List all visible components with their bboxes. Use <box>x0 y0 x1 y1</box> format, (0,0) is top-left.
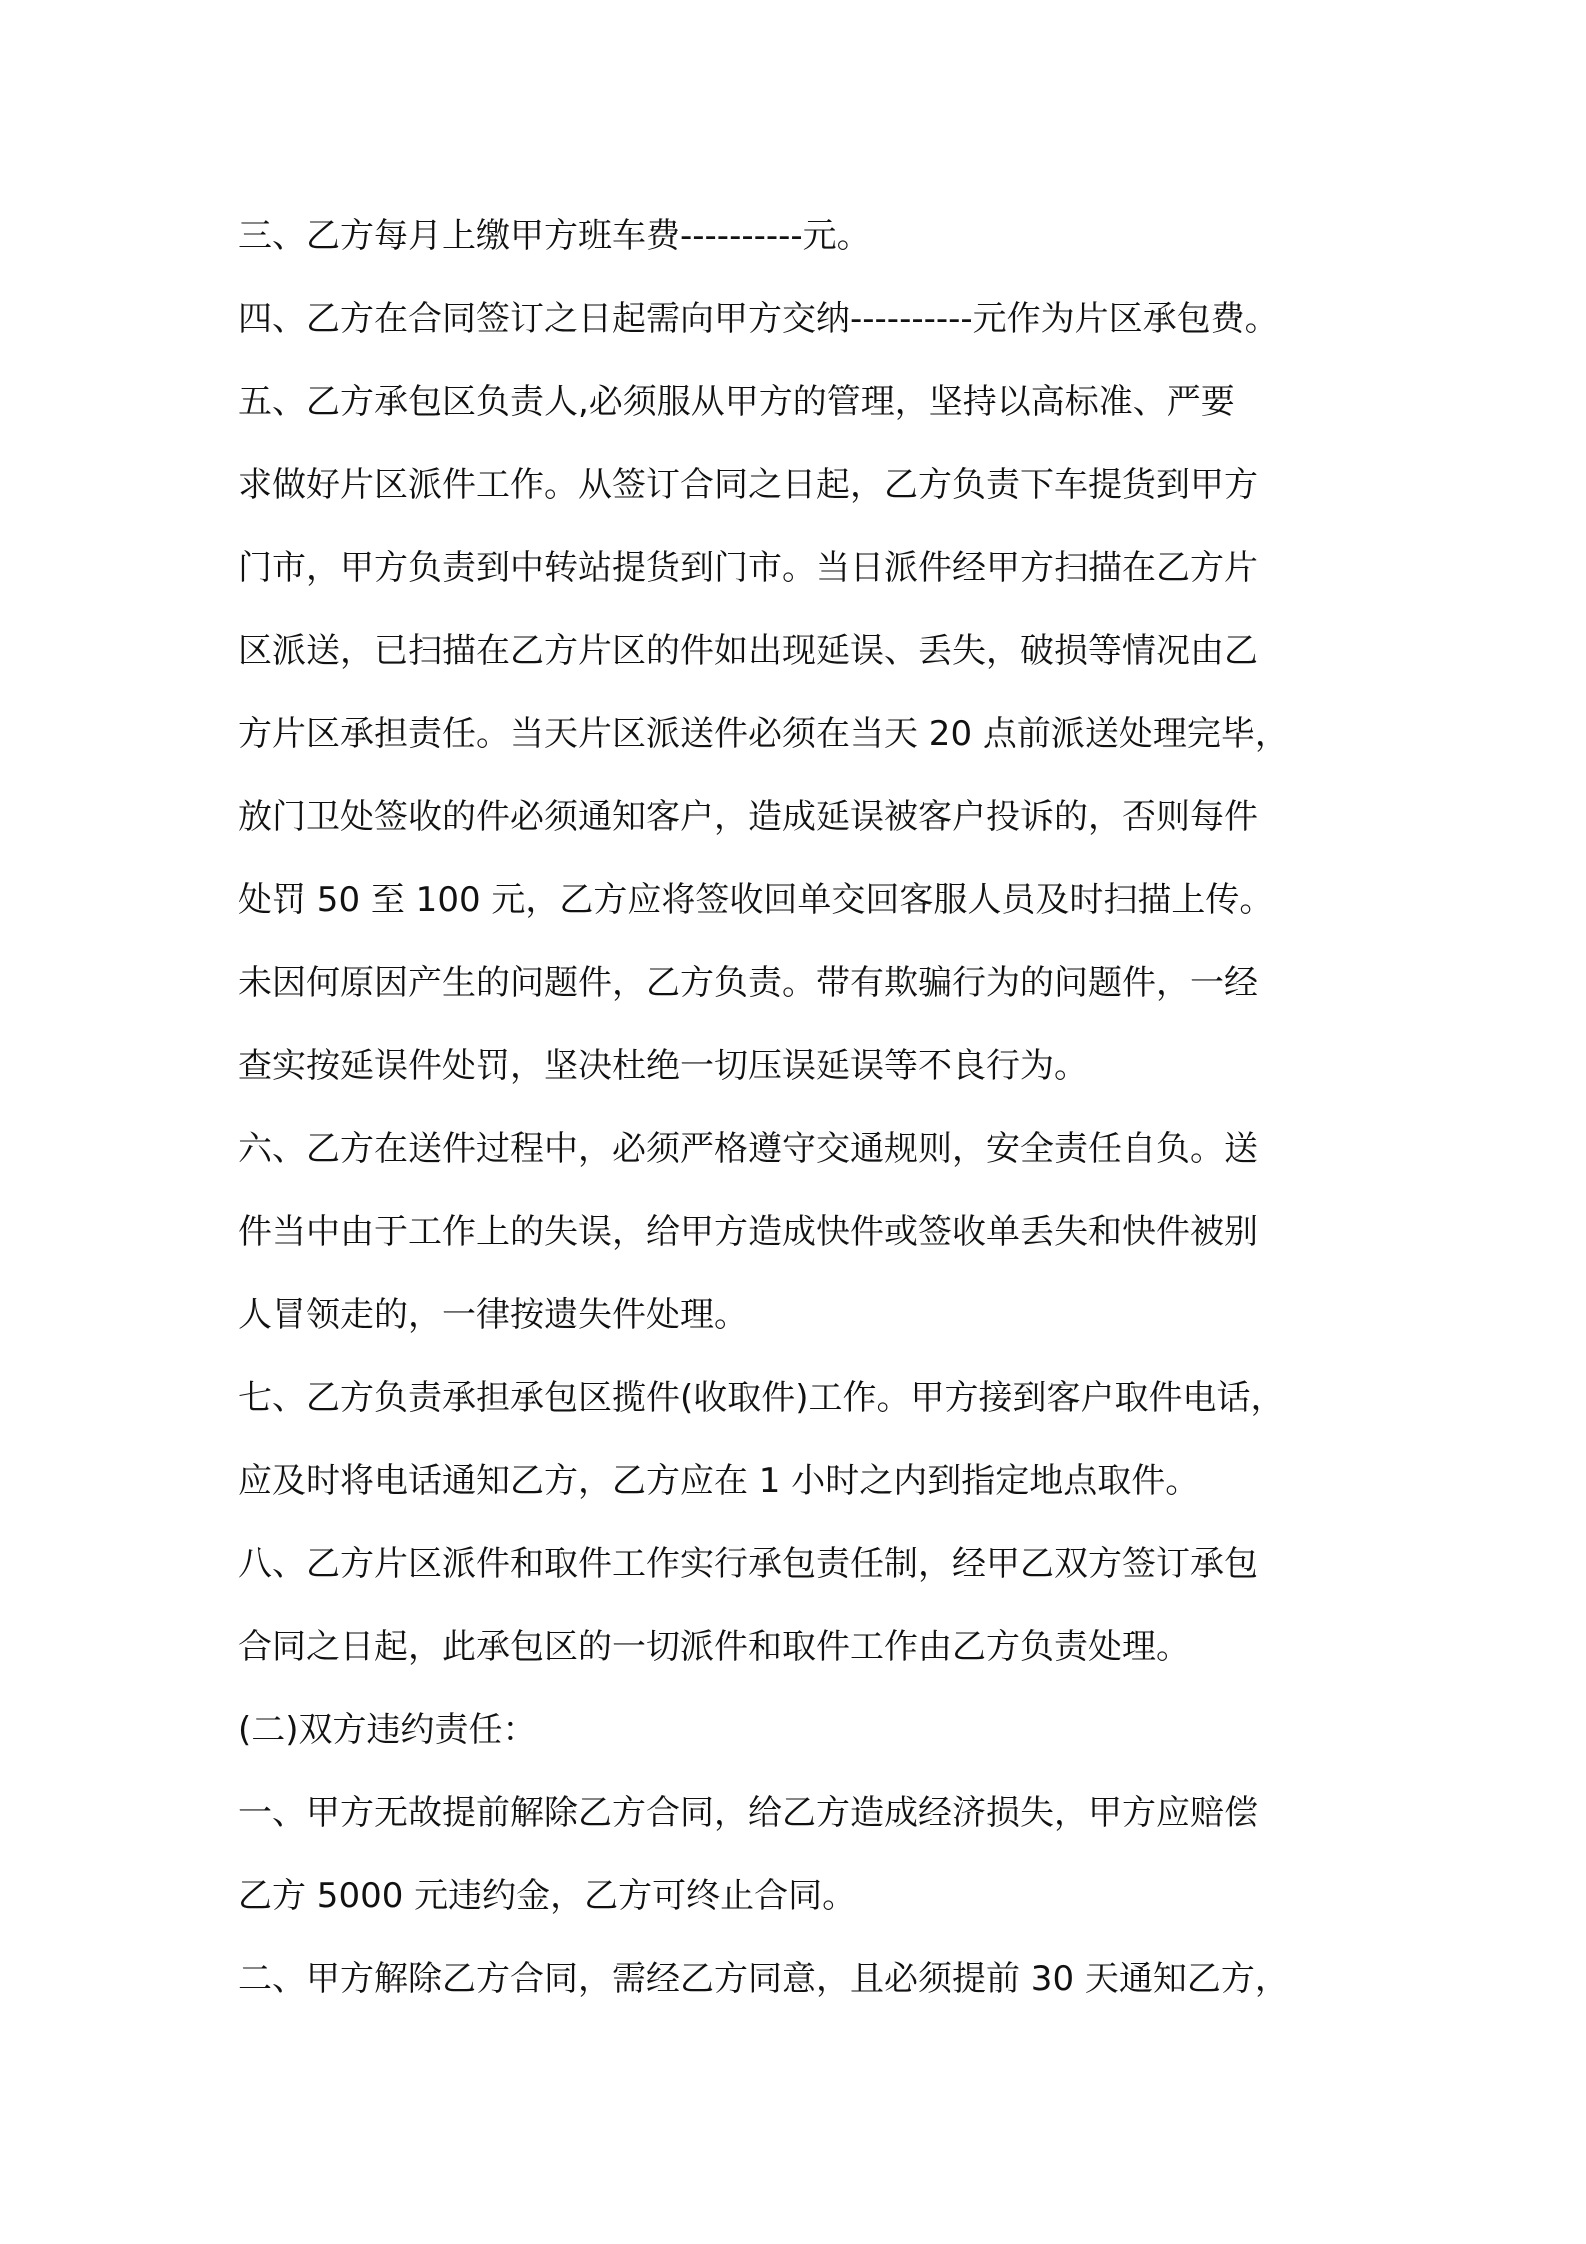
text-line: 八、乙方片区派件和取件工作实行承包责任制，经甲乙双方签订承包 <box>238 1544 1258 1584</box>
text-line: 三、乙方每月上缴甲方班车费----------元。 <box>238 216 871 256</box>
text-line: 一、甲方无故提前解除乙方合同，给乙方造成经济损失，甲方应赔偿 <box>238 1793 1258 1833</box>
text-line: 六、乙方在送件过程中，必须严格遵守交通规则，安全责任自负。送 <box>238 1129 1258 1169</box>
text-line: 未因何原因产生的问题件，乙方负责。带有欺骗行为的问题件，一经 <box>238 963 1258 1003</box>
text-line: 区派送，已扫描在乙方片区的件如出现延误、丢失，破损等情况由乙 <box>238 631 1258 671</box>
text-line: 二、甲方解除乙方合同，需经乙方同意，且必须提前 30 天通知乙方， <box>238 1959 1289 1999</box>
text-line: 件当中由于工作上的失误，给甲方造成快件或签收单丢失和快件被别 <box>238 1212 1258 1252</box>
text-line: 五、乙方承包区负责人,必须服从甲方的管理，坚持以高标准、严要 <box>238 382 1235 422</box>
text-line: 应及时将电话通知乙方，乙方应在 1 小时之内到指定地点取件。 <box>238 1461 1200 1501</box>
text-line: 放门卫处签收的件必须通知客户，造成延误被客户投诉的，否则每件 <box>238 797 1258 837</box>
text-line: 人冒领走的，一律按遗失件处理。 <box>238 1295 748 1335</box>
text-line: 方片区承担责任。当天片区派送件必须在当天 20 点前派送处理完毕， <box>238 714 1289 754</box>
text-line: 处罚 50 至 100 元，乙方应将签收回单交回客服人员及时扫描上传。 <box>238 880 1274 920</box>
text-line: 合同之日起，此承包区的一切派件和取件工作由乙方负责处理。 <box>238 1627 1190 1667</box>
text-line: 乙方 5000 元违约金，乙方可终止合同。 <box>238 1876 857 1916</box>
section-heading: (二)双方违约责任： <box>238 1710 537 1750</box>
text-line: 查实按延误件处罚，坚决杜绝一切压误延误等不良行为。 <box>238 1046 1088 1086</box>
text-line: 四、乙方在合同签订之日起需向甲方交纳----------元作为片区承包费。 <box>238 299 1279 339</box>
contract-text <box>238 195 1378 2021</box>
text-line: 求做好片区派件工作。从签订合同之日起，乙方负责下车提货到甲方 <box>238 465 1258 505</box>
text-line: 门市，甲方负责到中转站提货到门市。当日派件经甲方扫描在乙方片 <box>238 548 1258 588</box>
text-line: 七、乙方负责承担承包区揽件(收取件)工作。甲方接到客户取件电话， <box>238 1378 1285 1418</box>
